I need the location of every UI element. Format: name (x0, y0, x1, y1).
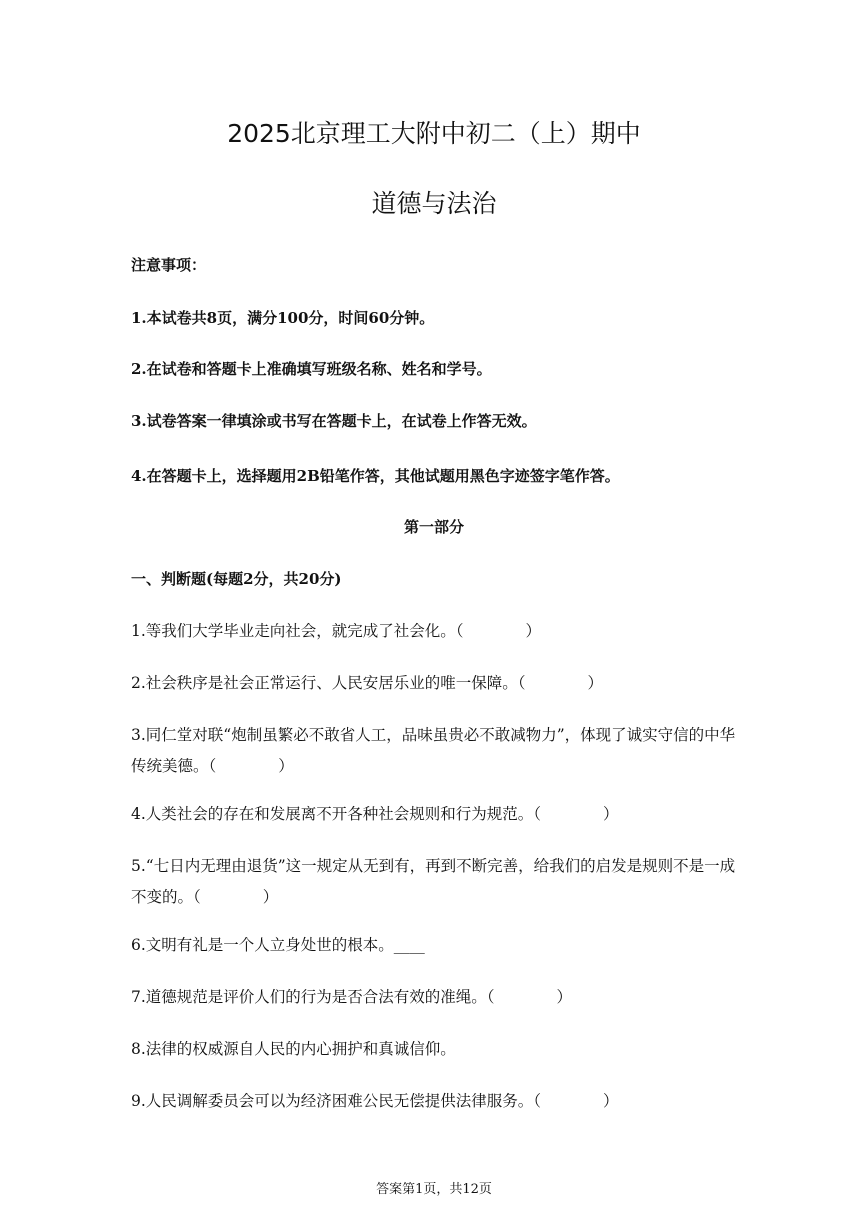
question-2: 2.社会秩序是社会正常运行、人民安居乐业的唯一保障。（ ） (131, 674, 604, 692)
question-9: 9.人民调解委员会可以为经济困难公民无偿提供法律服务。（ ） (131, 1092, 619, 1110)
question-7: 7.道德规范是评价人们的行为是否合法有效的准绳。（ ） (131, 988, 573, 1006)
note-item: 4.在答题卡上，选择题用2B铅笔作答，其他试题用黑色字迹签字笔作答。 (131, 467, 620, 485)
question-8: 8.法律的权威源自人民的内心拥护和真诚信仰。 (131, 1040, 456, 1058)
subject-title: 道德与法治 (371, 189, 497, 218)
note-item: 1.本试卷共8页，满分100分，时间60分钟。 (131, 309, 435, 327)
question-5: 5.“七日内无理由退货”这一规定从无到有，再到不断完善，给我们的启发是规则不是一成不变的。（ ） (131, 857, 736, 906)
part-title: 第一部分 (403, 518, 464, 536)
note-item: 3.试卷答案一律填涂或书写在答题卡上，在试卷上作答无效。 (131, 412, 537, 430)
page-footer: 答案第1页，共12页 (376, 1182, 492, 1197)
section-title: 一、判断题(每题2分，共20分) (131, 570, 342, 588)
exam-title: 2025北京理工大附中初二（上）期中 (227, 119, 641, 148)
question-1: 1.等我们大学毕业走向社会，就完成了社会化。（ ） (131, 622, 542, 640)
question-6: 6.文明有礼是一个人立身处世的根本。____ (131, 936, 425, 954)
notes-heading: 注意事项： (131, 256, 207, 274)
note-item: 2.在试卷和答题卡上准确填写班级名称、姓名和学号。 (131, 360, 492, 378)
question-4: 4.人类社会的存在和发展离不开各种社会规则和行为规范。（ ） (131, 805, 619, 823)
question-3: 3.同仁堂对联“炮制虽繁必不敢省人工，品味虽贵必不敢减物力”，体现了诚实守信的中华传统美德。（ ） (131, 726, 736, 775)
